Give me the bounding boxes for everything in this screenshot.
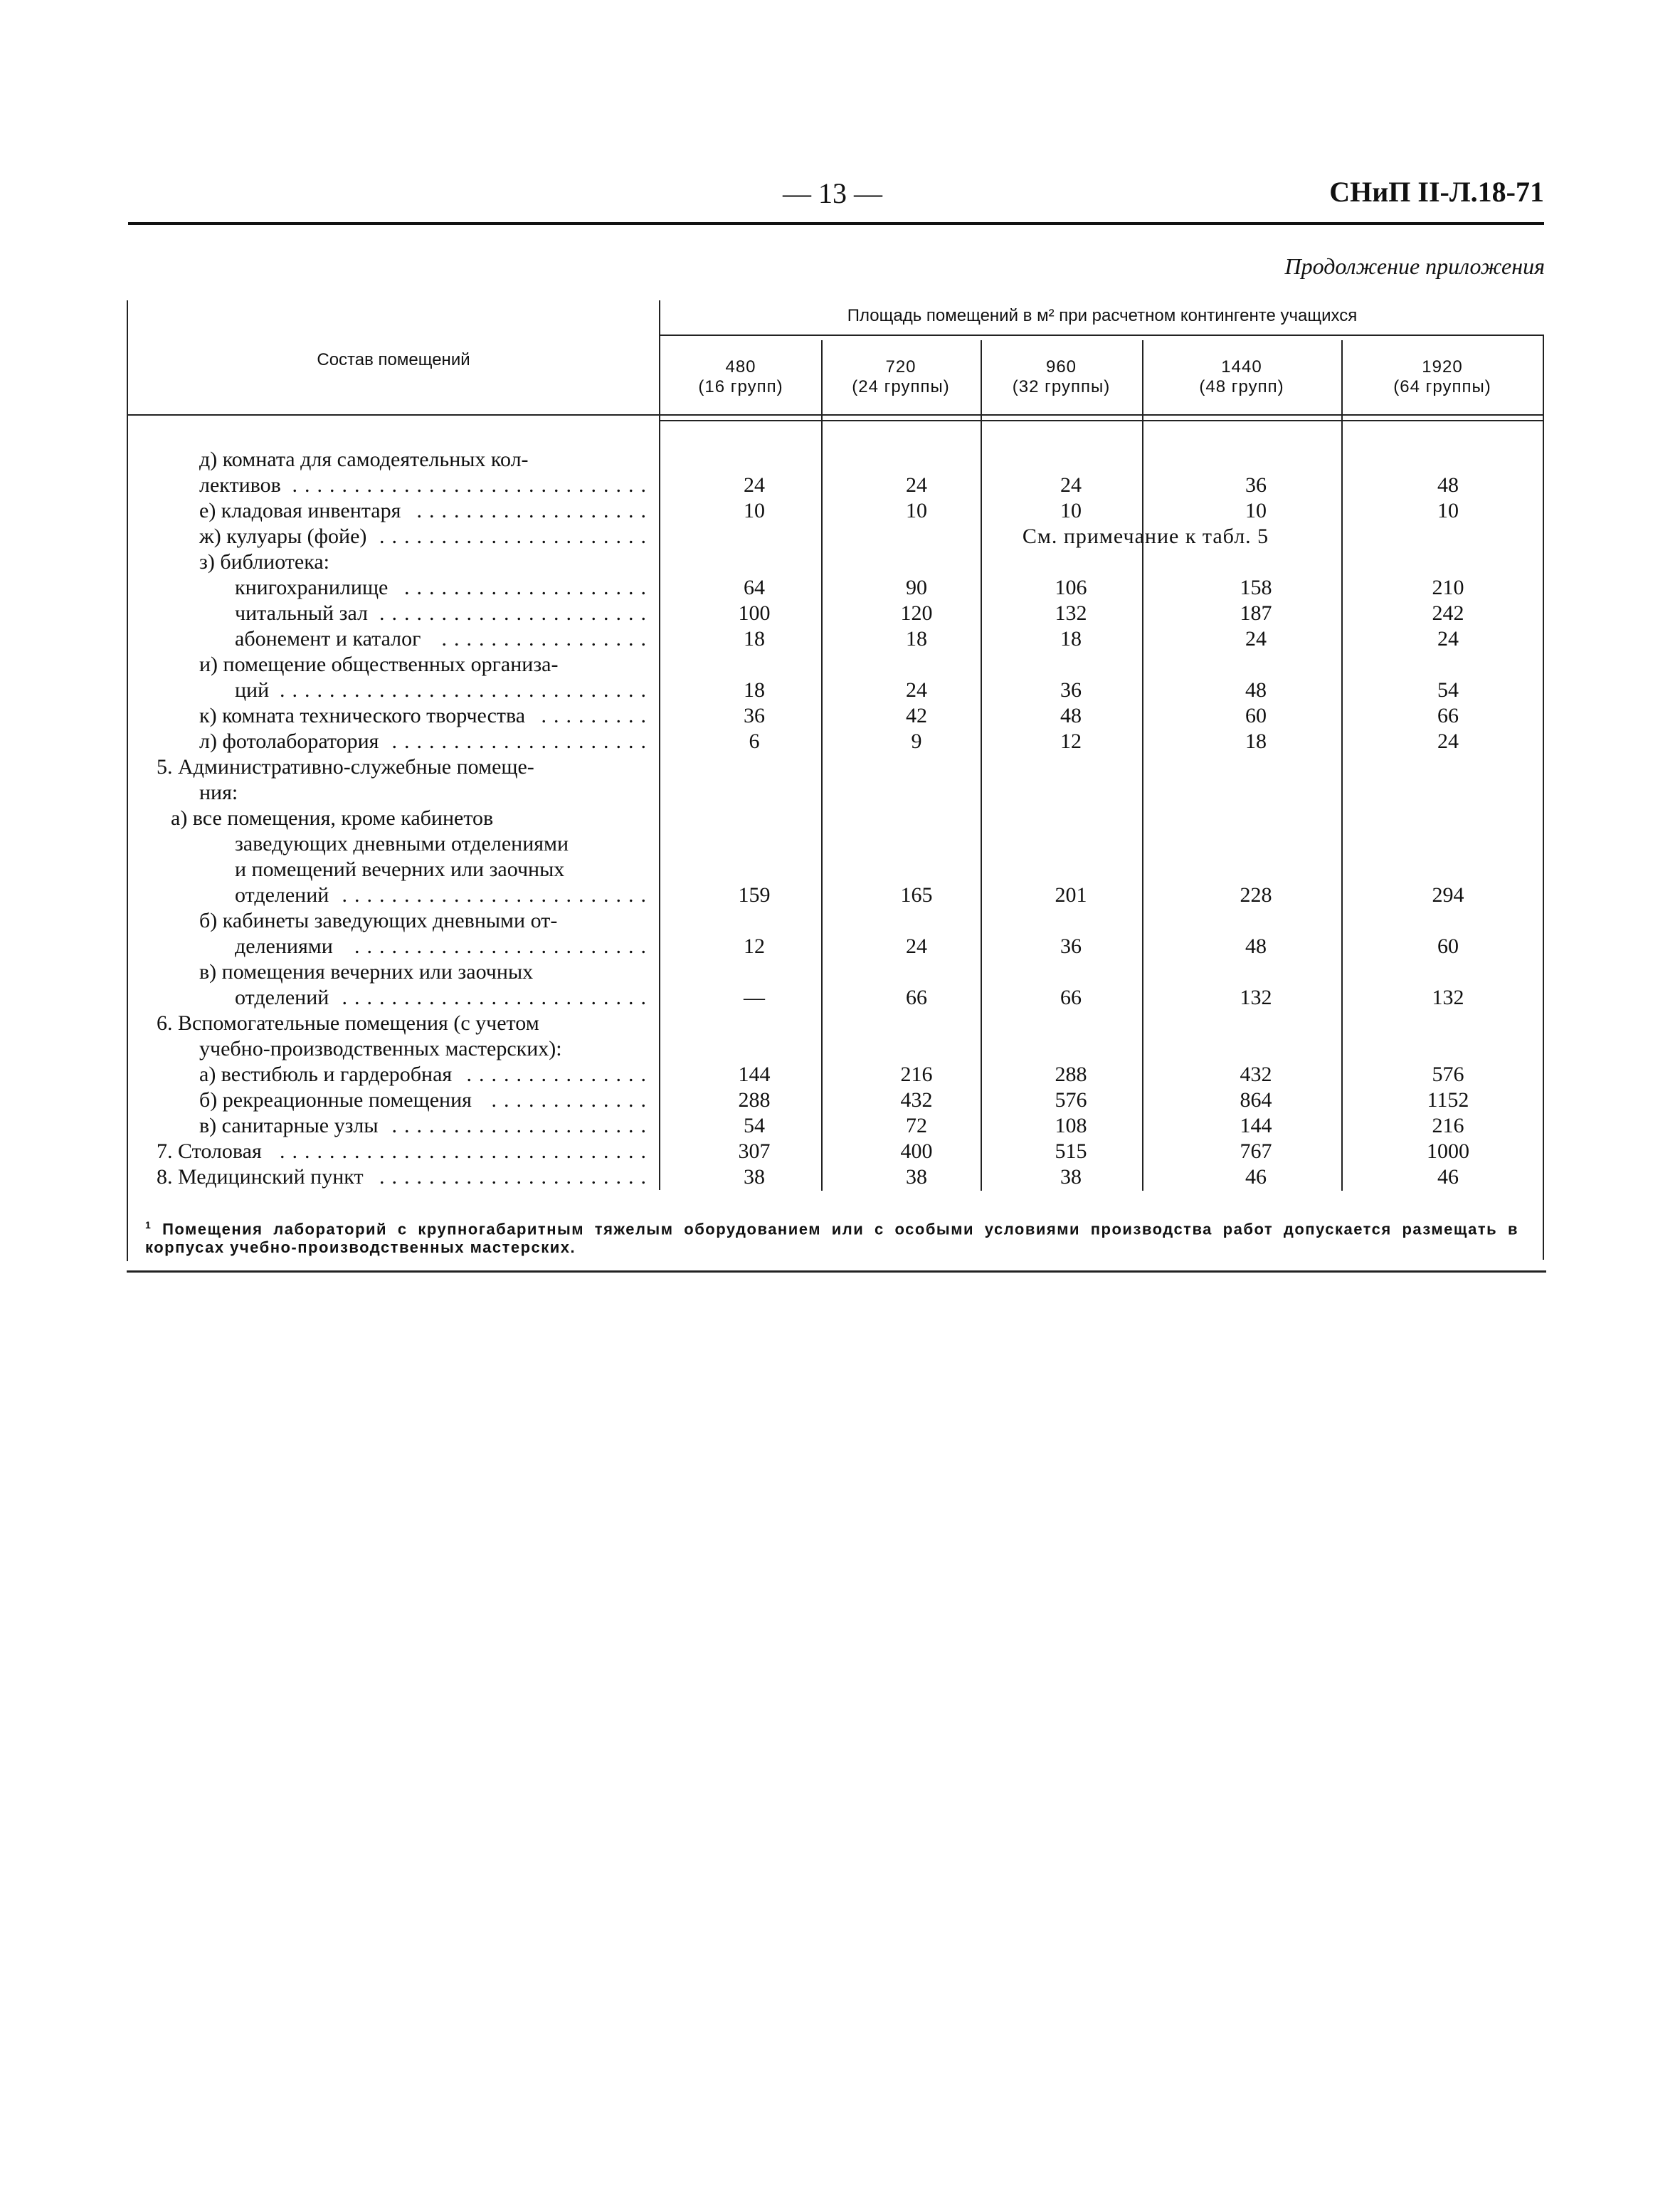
row-label — [128, 1113, 653, 1139]
column-header-720 — [823, 357, 979, 397]
row-label-text: отделений — [235, 986, 329, 1009]
row-label-text: 7. Столовая — [157, 1139, 262, 1163]
row-label — [128, 575, 653, 601]
dot-leader: ...................... — [379, 525, 653, 548]
row-label — [128, 1139, 653, 1164]
dot-leader: .............................. — [280, 1139, 653, 1163]
row-label — [128, 447, 653, 473]
table-room-divider — [659, 300, 660, 1190]
column-count: 1440 — [1221, 357, 1262, 377]
dot-leader: ......................... — [342, 883, 653, 907]
table-cell: 66 — [906, 986, 927, 1009]
row-label — [128, 1164, 653, 1190]
column-groups: (64 группы) — [1393, 377, 1491, 396]
dot-leader: ...................... — [379, 601, 653, 625]
column-count: 1920 — [1422, 357, 1463, 377]
row-label — [128, 626, 653, 652]
table-cell: 216 — [1432, 1114, 1464, 1137]
table-cell: 64 — [744, 576, 765, 599]
dot-leader: ........................ — [354, 934, 653, 958]
row-label-text: 6. Вспомогательные помещения (с учетом — [157, 1011, 539, 1035]
dot-leader: ................... — [416, 499, 653, 522]
table-cell: 36 — [1245, 473, 1267, 497]
row-label — [128, 985, 653, 1011]
table-cell: 54 — [1437, 678, 1459, 702]
table-cell: 38 — [906, 1165, 927, 1189]
table-cell: 10 — [1245, 499, 1267, 522]
dot-leader: ......................... — [342, 986, 653, 1009]
table-cell: 36 — [744, 704, 765, 727]
column-header-480 — [662, 357, 820, 397]
dot-leader: ............................. — [292, 473, 653, 497]
table-cell: 165 — [900, 883, 933, 907]
table-cell: 24 — [906, 473, 927, 497]
page-number: — 13 — — [783, 177, 882, 209]
row-label-text: ния: — [199, 781, 238, 804]
row-label — [128, 959, 653, 985]
column-count: 960 — [1045, 357, 1077, 377]
table-cell: 432 — [1240, 1063, 1272, 1086]
row-label-text: ций — [235, 678, 270, 702]
table-cell: 24 — [1245, 627, 1267, 651]
document-code: СНиП II-Л.18-71 — [1329, 176, 1544, 208]
table-cell: 24 — [906, 934, 927, 958]
table-cell: 106 — [1055, 576, 1087, 599]
dot-leader: ............. — [491, 1088, 653, 1112]
table-cell: 400 — [900, 1139, 933, 1163]
table-cell: 108 — [1055, 1114, 1087, 1137]
row-label-text: учебно-производственных мастерских): — [199, 1037, 562, 1060]
row-label-text: в) помещения вечерних или заочных — [199, 960, 534, 984]
table-cell: 100 — [738, 601, 771, 625]
table-cell: 132 — [1055, 601, 1087, 625]
row-label-text: з) библиотека: — [199, 550, 330, 574]
table-cell: 159 — [738, 883, 771, 907]
row-label-text: к) комната технического творчества — [199, 704, 526, 727]
row-label — [128, 1062, 653, 1088]
row-label — [128, 806, 653, 831]
table-cell: 767 — [1240, 1139, 1272, 1163]
row-label-text: читальный зал — [235, 601, 369, 625]
table-cell: 18 — [744, 678, 765, 702]
continuation-caption: Продолжение приложения — [1284, 253, 1545, 279]
area-group-header: Площадь помещений в м² при расчетном контингенте учащихся — [847, 306, 1358, 325]
column-count: 480 — [725, 357, 756, 377]
column-divider-4 — [1341, 340, 1343, 1191]
table-cell: 42 — [906, 704, 927, 727]
table-cell: 36 — [1060, 934, 1082, 958]
table-cell: 307 — [738, 1139, 771, 1163]
table-cell: 1000 — [1427, 1139, 1469, 1163]
table-cell: 90 — [906, 576, 927, 599]
table-cell: 6 — [749, 730, 760, 753]
table-cell: 46 — [1437, 1165, 1459, 1189]
column-divider-3 — [1142, 340, 1143, 1191]
dot-leader: ...................... — [379, 1165, 653, 1189]
table-cell: 216 — [900, 1063, 933, 1086]
table-cell: 38 — [744, 1165, 765, 1189]
table-cell: 576 — [1432, 1063, 1464, 1086]
table-top-rule — [659, 335, 1544, 336]
dot-leader: ............... — [466, 1063, 653, 1086]
table-cell: 48 — [1437, 473, 1459, 497]
table-cell: 294 — [1432, 883, 1464, 907]
table-cell: 864 — [1240, 1088, 1272, 1112]
table-cell: 187 — [1240, 601, 1272, 625]
row-label — [128, 1011, 653, 1036]
footnote-text: Помещения лабораторий с крупногабаритным тяжелым оборудованием или с особыми условиями производства работ допускается размещать в корпусах учебно-производственных мастерских. — [145, 1220, 1518, 1257]
table-cell: 38 — [1060, 1165, 1082, 1189]
row-label — [128, 549, 653, 575]
bottom-rule — [127, 1270, 1546, 1273]
table-cell: 158 — [1240, 576, 1272, 599]
column-groups: (32 группы) — [1012, 377, 1111, 396]
row-label — [128, 934, 653, 959]
row-label — [128, 652, 653, 678]
table-cell: 432 — [900, 1088, 933, 1112]
table-cell: 54 — [744, 1114, 765, 1137]
table-cell: 132 — [1240, 986, 1272, 1009]
row-label-text: а) все помещения, кроме кабинетов — [171, 806, 494, 830]
table-cell: 60 — [1437, 934, 1459, 958]
row-label — [128, 883, 653, 908]
table-cell: 24 — [906, 678, 927, 702]
table-cell: 12 — [1060, 730, 1082, 753]
row-label-text: отделений — [235, 883, 329, 907]
row-label-text: 8. Медицинский пункт — [157, 1165, 364, 1189]
table-cell: 24 — [744, 473, 765, 497]
room-column-header: Состав помещений — [317, 350, 470, 369]
table-cell: 10 — [906, 499, 927, 522]
row-label-text: д) комната для самодеятельных кол- — [199, 448, 529, 471]
row-label — [128, 831, 653, 857]
table-cell: 288 — [1055, 1063, 1087, 1086]
table-cell: 48 — [1245, 678, 1267, 702]
table-right-border — [1543, 335, 1544, 1260]
table-cell: 18 — [744, 627, 765, 651]
table-cell: 18 — [1060, 627, 1082, 651]
row-label — [128, 857, 653, 883]
row-label-text: и) помещение общественных организа- — [199, 653, 559, 676]
row-label — [128, 729, 653, 754]
dot-leader: .................... — [404, 576, 653, 599]
table-cell: 10 — [1437, 499, 1459, 522]
table-cell: 72 — [906, 1114, 927, 1137]
column-header-1440 — [1143, 357, 1340, 397]
column-header-1920 — [1343, 357, 1542, 397]
table-head-rule-2 — [659, 420, 1544, 421]
table-cell: 576 — [1055, 1088, 1087, 1112]
table-cell: 132 — [1432, 986, 1464, 1009]
row-label — [128, 678, 653, 703]
row-label-text: е) кладовая инвентаря — [199, 499, 401, 522]
table-cell: 242 — [1432, 601, 1464, 625]
table-cell: 24 — [1437, 627, 1459, 651]
table-cell: 120 — [900, 601, 933, 625]
header-rule — [128, 222, 1544, 225]
dot-leader: .............................. — [280, 678, 653, 702]
row-label — [128, 754, 653, 780]
row-label — [128, 1036, 653, 1062]
row-label-text: л) фотолаборатория — [199, 730, 379, 753]
dot-leader: ..................... — [391, 1114, 653, 1137]
table-cell: 18 — [1245, 730, 1267, 753]
row-label — [128, 601, 653, 626]
row-label-text: 5. Административно-служебные помеще- — [157, 755, 534, 779]
row-label-text: лективов — [199, 473, 281, 497]
column-groups: (48 групп) — [1199, 377, 1284, 396]
row-label-text: книгохранилище — [235, 576, 389, 599]
dot-leader: ......... — [541, 704, 653, 727]
table-cell: 515 — [1055, 1139, 1087, 1163]
row-label-text: б) кабинеты заведующих дневными от- — [199, 909, 558, 932]
table-cell: 210 — [1432, 576, 1464, 599]
footnote — [145, 1216, 1518, 1257]
table-note: См. примечание к табл. 5 — [1022, 525, 1269, 548]
table-cell: 9 — [911, 730, 922, 753]
table-cell: 10 — [1060, 499, 1082, 522]
table-cell: 12 — [744, 934, 765, 958]
row-label-text: а) вестибюль и гардеробная — [199, 1063, 453, 1086]
table-head-rule — [127, 414, 1544, 416]
table-cell: — — [744, 986, 765, 1009]
footnote-marker: 1 — [145, 1219, 152, 1231]
row-label — [128, 498, 653, 524]
table-cell: 144 — [1240, 1114, 1272, 1137]
column-header-960 — [982, 357, 1141, 397]
row-label-text: делениями — [235, 934, 333, 958]
table-cell: 46 — [1245, 1165, 1267, 1189]
column-groups: (24 группы) — [852, 377, 950, 396]
table-cell: 36 — [1060, 678, 1082, 702]
row-label — [128, 908, 653, 934]
table-cell: 66 — [1060, 986, 1082, 1009]
row-label — [128, 703, 653, 729]
table-cell: 48 — [1245, 934, 1267, 958]
table-cell: 24 — [1437, 730, 1459, 753]
row-label-text: ж) кулуары (фойе) — [199, 525, 367, 548]
column-groups: (16 групп) — [698, 377, 783, 396]
row-label-text: в) санитарные узлы — [199, 1114, 379, 1137]
row-label — [128, 780, 653, 806]
table-cell: 10 — [744, 499, 765, 522]
row-label-text: заведующих дневными отделениями — [235, 832, 569, 855]
table-cell: 1152 — [1427, 1088, 1469, 1112]
table-cell: 201 — [1055, 883, 1087, 907]
row-label-text: абонемент и каталог — [235, 627, 421, 651]
dot-leader: ................. — [441, 627, 653, 651]
row-label — [128, 473, 653, 498]
row-label — [128, 1088, 653, 1113]
table-cell: 48 — [1060, 704, 1082, 727]
table-cell: 66 — [1437, 704, 1459, 727]
table-cell: 144 — [738, 1063, 771, 1086]
dot-leader: ..................... — [391, 730, 653, 753]
row-label-text: б) рекреационные помещения — [199, 1088, 472, 1112]
table-cell: 228 — [1240, 883, 1272, 907]
row-label-text: и помещений вечерних или заочных — [235, 858, 565, 881]
row-label — [128, 524, 653, 549]
table-cell: 24 — [1060, 473, 1082, 497]
table-cell: 18 — [906, 627, 927, 651]
table-cell: 288 — [738, 1088, 771, 1112]
table-cell: 60 — [1245, 704, 1267, 727]
column-count: 720 — [885, 357, 916, 377]
